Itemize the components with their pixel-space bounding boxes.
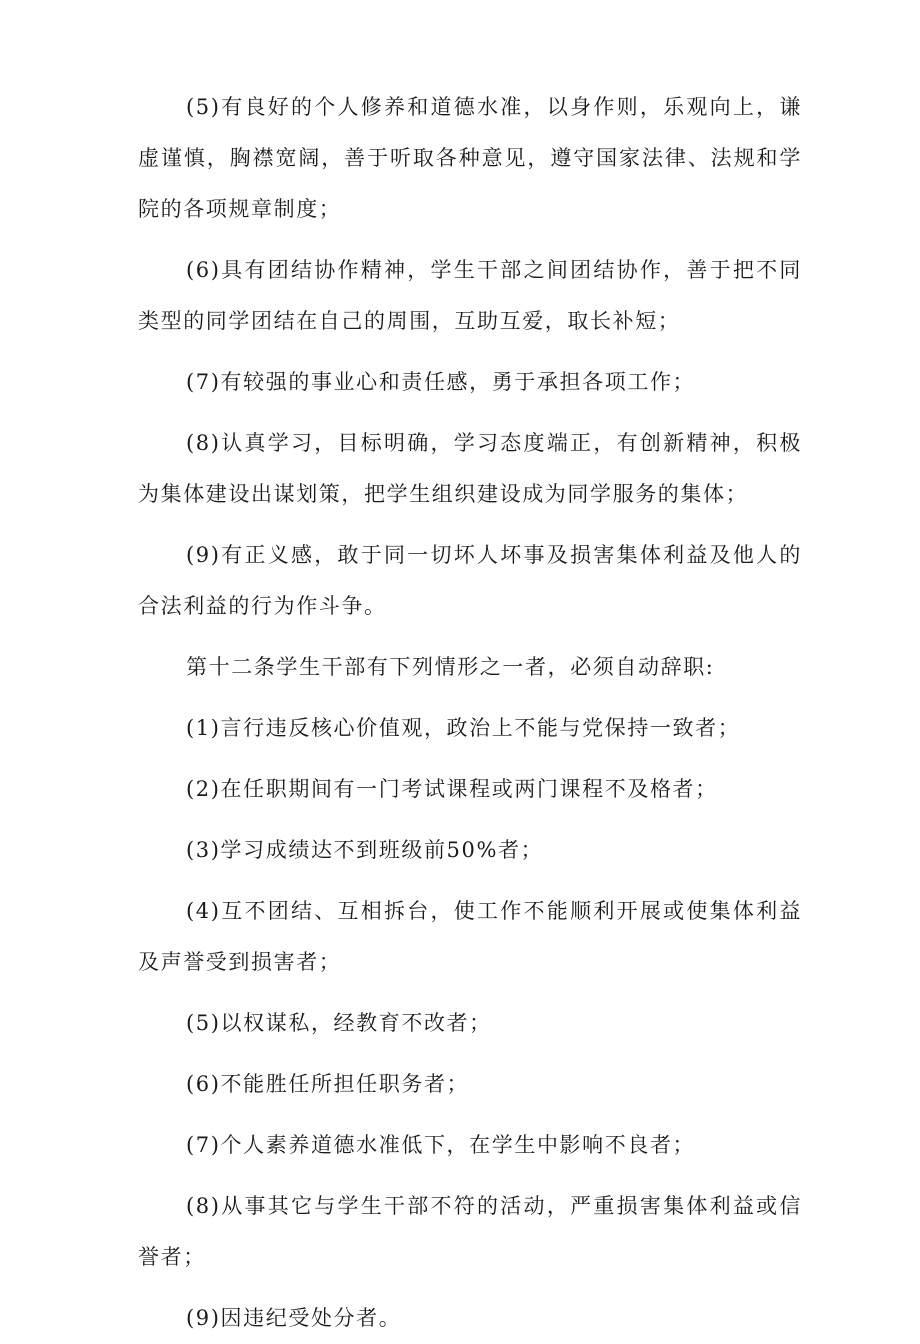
paragraph-qualification-7: (7)有较强的事业心和责任感，勇于承担各项工作； bbox=[186, 370, 696, 394]
paragraph-resignation-5: (5)以权谋私，经教育不改者； bbox=[186, 1011, 492, 1035]
paragraph-resignation-2: (2)在任职期间有一门考试课程或两门课程不及格者； bbox=[186, 777, 718, 801]
paragraph-resignation-6: (6)不能胜任所担任职务者； bbox=[186, 1072, 470, 1096]
paragraph-resignation-3: (3)学习成绩达不到班级前50%者； bbox=[186, 838, 544, 862]
paragraph-resignation-9: (9)因违纪受处分者。 bbox=[186, 1306, 402, 1330]
article-12-heading: 第十二条学生干部有下列情形之一者，必须自动辞职: bbox=[186, 655, 715, 679]
paragraph-qualification-9: (9)有正义感，敢于同一切坏人坏事及损害集体利益及他人的合法利益的行为作斗争。 bbox=[138, 543, 802, 618]
paragraph-resignation-1: (1)言行违反核心价值观，政治上不能与党保持一致者； bbox=[186, 716, 741, 740]
paragraph-resignation-8: (8)从事其它与学生干部不符的活动，严重损害集体利益或信誉者； bbox=[138, 1194, 802, 1269]
paragraph-resignation-7: (7)个人素养道德水准低下，在学生中影响不良者； bbox=[186, 1133, 696, 1157]
paragraph-qualification-8: (8)认真学习，目标明确，学习态度端正，有创新精神，积极为集体建设出谋划策，把学生组织建设成为同学服务的集体； bbox=[138, 431, 802, 506]
paragraph-resignation-4: (4)互不团结、互相拆台，使工作不能顺利开展或使集体利益及声誉受到损害者； bbox=[138, 899, 802, 974]
paragraph-qualification-5: (5)有良好的个人修养和道德水准，以身作则，乐观向上，谦虚谨慎，胸襟宽阔，善于听取各种意见，遵守国家法律、法规和学院的各项规章制度； bbox=[138, 95, 802, 221]
paragraph-qualification-6: (6)具有团结协作精神，学生干部之间团结协作，善于把不同类型的同学团结在自己的周围，互助互爱，取长补短； bbox=[138, 258, 802, 333]
